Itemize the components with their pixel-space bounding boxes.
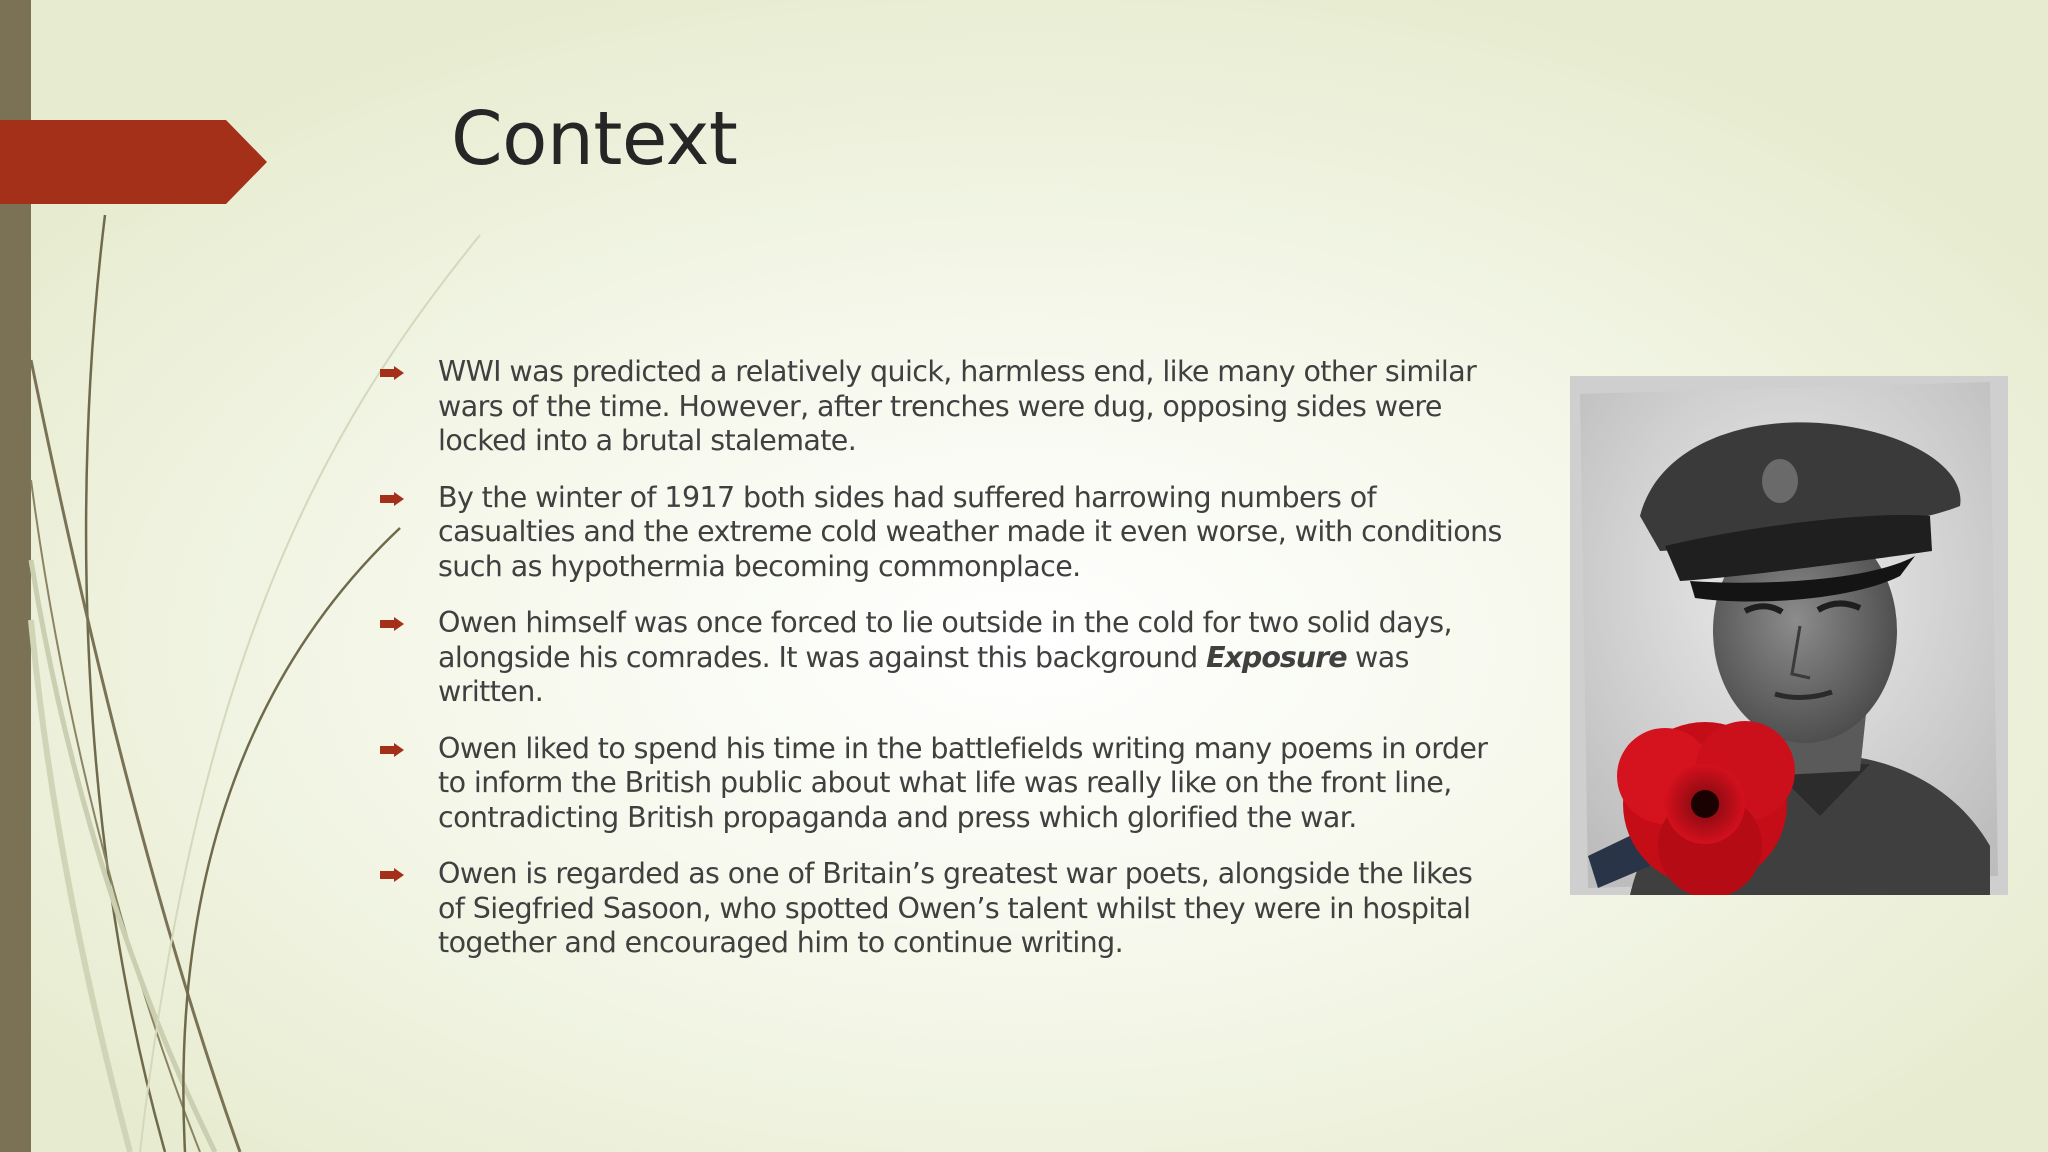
- bullet-line: wars of the time. However, after trenches were dug, opposing sides were: [438, 389, 1442, 423]
- right-arrow-bullet-icon: [380, 868, 404, 882]
- bullet-line: written.: [438, 675, 544, 708]
- bullet-line: Owen liked to spend his time in the battlefields writing many poems in order: [438, 731, 1488, 765]
- right-arrow-bullet-icon: [380, 743, 404, 757]
- bullet-item: [380, 606, 1530, 710]
- bullet-item: [380, 481, 1530, 585]
- bullet-line: contradicting British propaganda and press which glorified the war.: [438, 800, 1357, 834]
- portrait-photo: [1570, 376, 2008, 895]
- bullet-line: WWI was predicted a relatively quick, harmless end, like many other similar: [438, 355, 1477, 388]
- bullet-text: alongside his comrades. It was against this background: [438, 640, 1207, 674]
- bullet-item: [380, 857, 1530, 961]
- poem-title-exposure: Exposure: [1206, 640, 1347, 674]
- bullet-line: By the winter of 1917 both sides had suffered harrowing numbers of: [438, 480, 1377, 514]
- bullet-line: such as hypothermia becoming commonplace.: [438, 549, 1081, 583]
- bullet-line: [438, 641, 1530, 676]
- bullet-line: Owen is regarded as one of Britain’s greatest war poets, alongside the likes: [438, 857, 1473, 890]
- bullet-line: Owen himself was once forced to lie outside in the cold for two solid days,: [438, 606, 1452, 639]
- bullet-line: casualties and the extreme cold weather made it even worse, with conditions: [438, 515, 1502, 548]
- bullet-item: [380, 355, 1530, 459]
- right-arrow-bullet-icon: [380, 366, 404, 380]
- right-arrow-bullet-icon: [380, 492, 404, 506]
- bullet-text: was: [1346, 640, 1409, 674]
- right-arrow-bullet-icon: [380, 617, 404, 631]
- bullet-item: [380, 732, 1530, 836]
- bullet-list: [380, 355, 1530, 983]
- slide-title: Context: [451, 96, 738, 182]
- bullet-line: together and encouraged him to continue writing.: [438, 926, 1124, 959]
- bullet-line: to inform the British public about what life was really like on the front line,: [438, 766, 1452, 799]
- title-flag-shape: [0, 0, 270, 220]
- bullet-line: locked into a brutal stalemate.: [438, 424, 857, 457]
- bullet-line: of Siegfried Sasoon, who spotted Owen’s talent whilst they were in hospital: [438, 891, 1471, 925]
